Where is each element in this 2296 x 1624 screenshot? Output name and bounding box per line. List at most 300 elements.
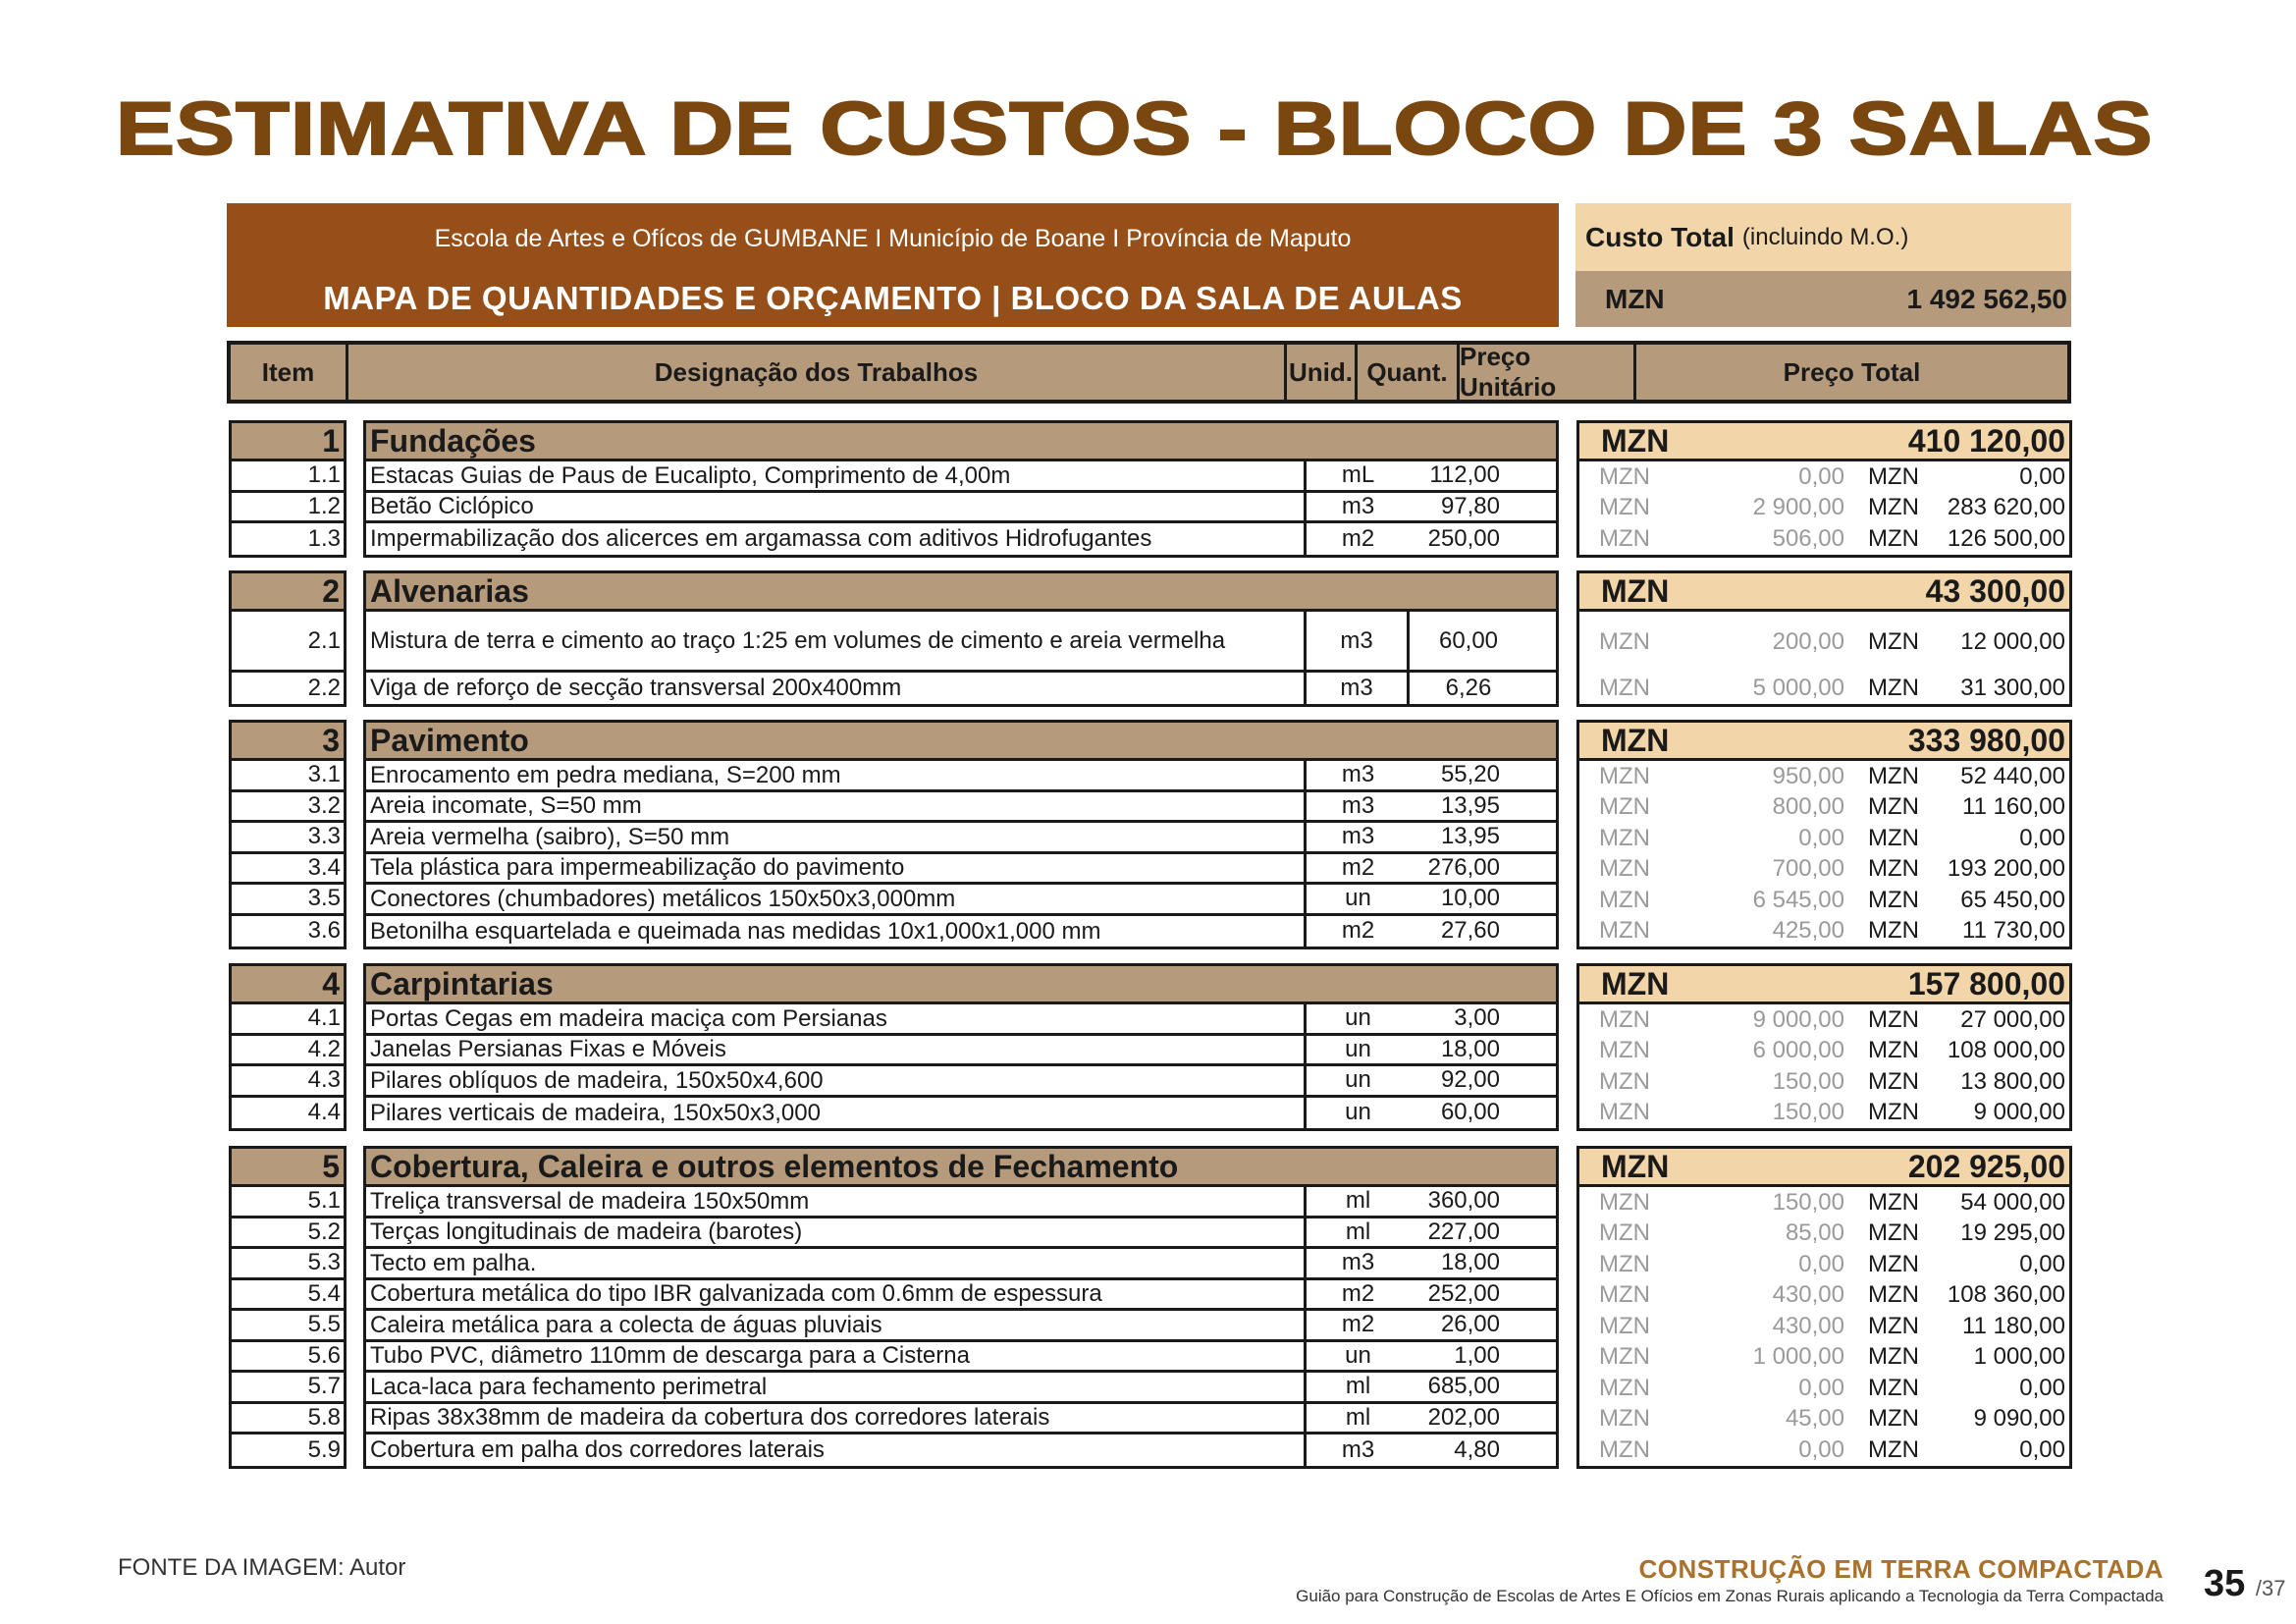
price-row: [1579, 854, 2069, 886]
item-unit: m3: [1341, 1435, 1375, 1463]
total-price: 0,00: [2019, 462, 2065, 490]
unit-price: 430,00: [1772, 1281, 1844, 1309]
subtotal-currency: MZN: [1601, 572, 1670, 609]
total-price: 283 620,00: [1947, 494, 2065, 521]
section-subtotal: [1579, 723, 2069, 761]
item-unit: un: [1345, 1004, 1371, 1032]
subtotal-currency: MZN: [1601, 1148, 1670, 1184]
subtotal-currency: MZN: [1601, 722, 1670, 758]
unit-price: 2 900,00: [1752, 494, 1844, 521]
banner-subtitle: Escola de Artes e Ofícos de GUMBANE I Município de Boane I Província de Maputo: [434, 225, 1352, 252]
table-row: [366, 523, 1556, 555]
unit-price-currency: MZN: [1599, 1343, 1650, 1371]
total-price-currency: MZN: [1868, 494, 1919, 521]
item-number-column: [229, 720, 347, 949]
item-number: 5.8: [232, 1404, 344, 1435]
table-row: [366, 823, 1556, 854]
table-header: [227, 341, 2071, 404]
item-number: 2.2: [307, 674, 341, 701]
unit-price-currency: MZN: [1599, 1188, 1650, 1216]
total-price: 11 180,00: [1962, 1312, 2065, 1339]
section-number: 1: [232, 423, 344, 461]
total-price: 1 000,00: [1973, 1343, 2065, 1371]
unit-price-currency: MZN: [1599, 1067, 1650, 1095]
item-number: 1.1: [232, 461, 344, 493]
total-price: 108 360,00: [1947, 1281, 2065, 1309]
item-quantity: 252,00: [1427, 1279, 1500, 1307]
item-description: Enrocamento em pedra mediana, S=200 mm: [366, 761, 1307, 789]
unit-price: 425,00: [1772, 917, 1844, 945]
item-unit: m3: [1341, 492, 1375, 519]
table-row: [366, 1373, 1556, 1404]
designation-column: [363, 570, 1559, 707]
total-price-currency: MZN: [1868, 1219, 1919, 1247]
item-number-column: [229, 1146, 347, 1469]
unit-price: 0,00: [1798, 1250, 1844, 1277]
item-description: Pilares verticais de madeira, 150x50x3,000: [366, 1098, 1307, 1129]
total-price-currency: MZN: [1868, 824, 1919, 851]
item-description: Cobertura em palha dos corredores laterais: [366, 1435, 1307, 1466]
subtotal-value: 157 800,00: [1907, 965, 2065, 1001]
item-number: 3.4: [232, 854, 344, 886]
item-unit: un: [1345, 1099, 1371, 1126]
unit-price: 200,00: [1772, 628, 1844, 655]
unit-price-currency: MZN: [1599, 886, 1650, 913]
item-description: Caleira metálica para a colecta de águas pluviais: [366, 1311, 1307, 1339]
image-source: FONTE DA IMAGEM: Autor: [118, 1554, 406, 1581]
price-row: [1579, 1098, 2069, 1129]
total-price-currency: MZN: [1868, 1099, 1919, 1126]
item-unit: ml: [1345, 1187, 1371, 1215]
unit-price: 700,00: [1772, 855, 1844, 883]
section-subtotal: [1579, 966, 2069, 1004]
table-row: [366, 493, 1556, 524]
price-row: [1579, 1404, 2069, 1435]
unit-price-currency: MZN: [1599, 762, 1650, 789]
total-price-currency: MZN: [1868, 1435, 1919, 1463]
item-description: Tecto em palha.: [366, 1249, 1307, 1277]
price-row: [1579, 1435, 2069, 1466]
section-number: 4: [232, 966, 344, 1004]
table-row: [366, 792, 1556, 824]
total-cost-box: [1575, 203, 2071, 327]
unit-price: 45,00: [1785, 1405, 1844, 1433]
total-cost-value-row: [1575, 271, 2071, 327]
item-number: 4.3: [232, 1066, 344, 1098]
item-quantity: 27,60: [1440, 917, 1500, 945]
unit-price-currency: MZN: [1599, 462, 1650, 490]
price-row: [1579, 1036, 2069, 1067]
unit-price: 430,00: [1772, 1312, 1844, 1339]
table-row: [366, 916, 1556, 947]
total-price-currency: MZN: [1868, 1188, 1919, 1216]
section-subtotal: [1579, 573, 2069, 612]
total-price-currency: MZN: [1868, 628, 1919, 655]
unit-price-currency: MZN: [1599, 917, 1650, 945]
unit-price-currency: MZN: [1599, 1037, 1650, 1064]
total-price: 126 500,00: [1947, 524, 2065, 552]
price-row: [1579, 885, 2069, 916]
price-row: [1579, 523, 2069, 555]
unit-price-currency: MZN: [1599, 494, 1650, 521]
table-row: [366, 1004, 1556, 1036]
unit-price: 6 000,00: [1752, 1037, 1844, 1064]
item-number: 1.3: [307, 524, 341, 552]
item-quantity: 112,00: [1429, 461, 1500, 489]
unit-price-currency: MZN: [1599, 1405, 1650, 1433]
price-row: [1579, 823, 2069, 854]
unit-price: 6 545,00: [1752, 886, 1844, 913]
item-number: 5.6: [232, 1342, 344, 1374]
item-number: 4.4: [307, 1099, 341, 1126]
price-row: [1579, 761, 2069, 792]
price-row: [1579, 1311, 2069, 1342]
table-row: [366, 1066, 1556, 1098]
total-price-currency: MZN: [1868, 762, 1919, 789]
total-price-currency: MZN: [1868, 1067, 1919, 1095]
banner-title: MAPA DE QUANTIDADES E ORÇAMENTO | BLOCO DA SALA DE AULAS: [323, 280, 1463, 316]
unit-price: 1 000,00: [1752, 1343, 1844, 1371]
price-row: [1579, 1249, 2069, 1280]
section-number: 3: [232, 723, 344, 761]
total-price: 27 000,00: [1960, 1005, 2065, 1033]
page-current: 35: [2204, 1563, 2246, 1604]
footer-brand: CONSTRUÇÃO EM TERRA COMPACTADA: [1638, 1554, 2163, 1584]
section-name: Cobertura, Caleira e outros elementos de Fechamento: [366, 1149, 1556, 1187]
item-quantity: 227,00: [1427, 1218, 1500, 1245]
table-row: [366, 1280, 1556, 1312]
section-name: Carpintarias: [366, 966, 1556, 1004]
price-column: [1576, 720, 2072, 949]
item-description: Terças longitudinais de madeira (barotes): [366, 1218, 1307, 1247]
total-price: 108 000,00: [1947, 1037, 2065, 1064]
total-price-currency: MZN: [1868, 524, 1919, 552]
page-total: /37: [2255, 1576, 2286, 1600]
project-banner: [227, 203, 1559, 327]
item-quantity: 6,26: [1445, 674, 1492, 701]
item-quantity: 360,00: [1427, 1187, 1500, 1215]
price-row: [1579, 1373, 2069, 1404]
table-row: [366, 1218, 1556, 1250]
total-price: 19 295,00: [1960, 1219, 2065, 1247]
item-number: 4.2: [232, 1036, 344, 1067]
item-quantity: 202,00: [1427, 1403, 1500, 1431]
unit-price-currency: MZN: [1599, 1099, 1650, 1126]
item-unit: m3: [1341, 761, 1375, 788]
item-description: Laca-laca para fechamento perimetral: [366, 1373, 1307, 1401]
price-row: [1579, 612, 2069, 673]
total-price-currency: MZN: [1868, 1005, 1919, 1033]
item-number: 5.1: [232, 1187, 344, 1218]
section-name: Alvenarias: [366, 573, 1556, 612]
item-number: 3.6: [307, 917, 341, 945]
column-header-unit-price: Preço Unitário: [1460, 345, 1636, 400]
total-price: 13 800,00: [1960, 1067, 2065, 1095]
total-price: 11 160,00: [1962, 793, 2065, 821]
price-column: [1576, 1146, 2072, 1469]
item-number: 5.5: [232, 1311, 344, 1342]
item-unit: un: [1345, 1035, 1371, 1062]
item-unit: ml: [1345, 1403, 1371, 1431]
column-header-quantity: Quant.: [1358, 345, 1460, 400]
table-row: [366, 885, 1556, 916]
item-description: Impermabilização dos alicerces em argamassa com aditivos Hidrofugantes: [366, 523, 1307, 555]
subtotal-value: 43 300,00: [1925, 572, 2065, 609]
unit-price: 150,00: [1772, 1188, 1844, 1216]
item-unit: m2: [1341, 1311, 1375, 1338]
item-description: Areia vermelha (saibro), S=50 mm: [366, 823, 1307, 851]
total-price: 9 090,00: [1973, 1405, 2065, 1433]
subtotal-value: 202 925,00: [1907, 1148, 2065, 1184]
item-number: 3.5: [232, 885, 344, 916]
item-description: Viga de reforço de secção transversal 200x400mm: [366, 673, 1307, 704]
item-description: Betonilha esquartelada e queimada nas medidas 10x1,000x1,000 mm: [366, 916, 1307, 947]
section-name: Pavimento: [366, 723, 1556, 761]
subtotal-value: 333 980,00: [1907, 722, 2065, 758]
item-quantity: 55,20: [1440, 761, 1500, 788]
total-price-currency: MZN: [1868, 917, 1919, 945]
price-row: [1579, 493, 2069, 524]
total-price-currency: MZN: [1868, 1312, 1919, 1339]
item-quantity: 1,00: [1454, 1341, 1500, 1369]
item-quantity: 276,00: [1427, 853, 1500, 881]
unit-price-currency: MZN: [1599, 1312, 1650, 1339]
total-price-currency: MZN: [1868, 462, 1919, 490]
total-cost-value: 1 492 562,50: [1906, 283, 2067, 314]
unit-price-currency: MZN: [1599, 524, 1650, 552]
item-number: 4.1: [232, 1004, 344, 1036]
item-number-column: [229, 420, 347, 558]
unit-price: 0,00: [1798, 462, 1844, 490]
item-unit: m2: [1341, 524, 1375, 552]
subtotal-currency: MZN: [1601, 965, 1670, 1001]
price-row: [1579, 916, 2069, 947]
unit-price: 800,00: [1772, 793, 1844, 821]
item-quantity: 13,95: [1440, 823, 1500, 850]
table-row: [366, 1098, 1556, 1129]
table-row: [366, 1311, 1556, 1342]
unit-price: 0,00: [1798, 1374, 1844, 1401]
total-cost-label: Custo Total: [1585, 221, 1735, 252]
item-description: Betão Ciclópico: [366, 493, 1307, 521]
price-row: [1579, 1218, 2069, 1250]
total-price-currency: MZN: [1868, 674, 1919, 701]
item-description: Portas Cegas em madeira maciça com Persianas: [366, 1004, 1307, 1033]
unit-price: 9 000,00: [1752, 1005, 1844, 1033]
total-price: 0,00: [2019, 1374, 2065, 1401]
table-row: [366, 1036, 1556, 1067]
item-description: Janelas Persianas Fixas e Móveis: [366, 1036, 1307, 1064]
total-price-currency: MZN: [1868, 1374, 1919, 1401]
price-column: [1576, 570, 2072, 707]
total-cost-label-row: [1575, 203, 2071, 271]
total-price: 11 730,00: [1962, 917, 2065, 945]
total-price: 54 000,00: [1960, 1188, 2065, 1216]
unit-price-currency: MZN: [1599, 855, 1650, 883]
item-number-column: [229, 963, 347, 1131]
total-price: 0,00: [2019, 1250, 2065, 1277]
total-price: 52 440,00: [1960, 762, 2065, 789]
item-quantity: 26,00: [1440, 1311, 1500, 1338]
item-number: 5.9: [307, 1435, 341, 1463]
item-unit: m3: [1341, 1249, 1375, 1276]
item-unit: ml: [1345, 1218, 1371, 1245]
item-quantity: 10,00: [1440, 885, 1500, 912]
unit-price-currency: MZN: [1599, 824, 1650, 851]
item-quantity: 18,00: [1440, 1035, 1500, 1062]
table-row: [366, 673, 1556, 704]
item-number: 1.2: [232, 493, 344, 524]
item-description: Tubo PVC, diâmetro 110mm de descarga para a Cisterna: [366, 1342, 1307, 1371]
total-price: 31 300,00: [1960, 674, 2065, 701]
item-unit: un: [1345, 1066, 1371, 1094]
subtotal-value: 410 120,00: [1907, 422, 2065, 459]
price-row: [1579, 792, 2069, 824]
table-row: [366, 761, 1556, 792]
column-header-unit: Unid.: [1287, 345, 1358, 400]
item-quantity: 97,80: [1440, 492, 1500, 519]
column-header-total-price: Preço Total: [1783, 356, 1921, 387]
price-row: [1579, 1280, 2069, 1312]
total-price-currency: MZN: [1868, 1405, 1919, 1433]
total-price-currency: MZN: [1868, 1250, 1919, 1277]
item-quantity: 13,95: [1440, 791, 1500, 819]
table-row: [366, 854, 1556, 886]
unit-price: 150,00: [1772, 1099, 1844, 1126]
total-price: 0,00: [2019, 824, 2065, 851]
unit-price: 5 000,00: [1752, 674, 1844, 701]
item-quantity: 18,00: [1440, 1249, 1500, 1276]
price-row: [1579, 673, 2069, 704]
unit-price-currency: MZN: [1599, 628, 1650, 655]
unit-price: 506,00: [1772, 524, 1844, 552]
section-number: 5: [232, 1149, 344, 1187]
item-description: Conectores (chumbadores) metálicos 150x50x3,000mm: [366, 885, 1307, 913]
item-description: Ripas 38x38mm de madeira da cobertura dos corredores laterais: [366, 1404, 1307, 1433]
total-price-currency: MZN: [1868, 1281, 1919, 1309]
table-row: [366, 1342, 1556, 1374]
designation-column: [363, 963, 1559, 1131]
item-number: 2.1: [232, 612, 344, 673]
designation-column: [363, 1146, 1559, 1469]
item-unit: m3: [1307, 673, 1410, 704]
item-description: Cobertura metálica do tipo IBR galvanizada com 0.6mm de espessura: [366, 1280, 1307, 1309]
total-price-currency: MZN: [1868, 855, 1919, 883]
footer-branding: [1296, 1554, 2163, 1606]
designation-column: [363, 420, 1559, 558]
item-quantity: 250,00: [1427, 524, 1500, 552]
item-number: 3.3: [232, 823, 344, 854]
price-row: [1579, 461, 2069, 493]
unit-price-currency: MZN: [1599, 1005, 1650, 1033]
price-row: [1579, 1004, 2069, 1036]
item-unit: mL: [1341, 461, 1375, 489]
item-quantity: 92,00: [1440, 1066, 1500, 1094]
item-description: Mistura de terra e cimento ao traço 1:25 em volumes de cimento e areia vermelha: [366, 612, 1307, 670]
page-title: ESTIMATIVA DE CUSTOS - BLOCO DE 3 SALAS: [116, 87, 2154, 171]
item-number: 5.2: [232, 1218, 344, 1250]
total-price: 193 200,00: [1947, 855, 2065, 883]
unit-price-currency: MZN: [1599, 1250, 1650, 1277]
total-price: 12 000,00: [1960, 628, 2065, 655]
item-quantity: 60,00: [1438, 626, 1499, 654]
table-row: [366, 461, 1556, 493]
subtotal-currency: MZN: [1601, 422, 1670, 459]
total-price: 0,00: [2019, 1435, 2065, 1463]
price-column: [1576, 963, 2072, 1131]
item-description: Pilares oblíquos de madeira, 150x50x4,600: [366, 1066, 1307, 1095]
column-header-item: Item: [231, 345, 348, 400]
total-price-currency: MZN: [1868, 1037, 1919, 1064]
item-unit: m3: [1341, 791, 1375, 819]
total-cost-currency: MZN: [1605, 283, 1665, 314]
item-unit: m2: [1341, 917, 1375, 945]
unit-price-currency: MZN: [1599, 793, 1650, 821]
total-cost-note: (incluindo M.O.): [1741, 223, 1909, 250]
unit-price: 150,00: [1772, 1067, 1844, 1095]
total-price-currency: MZN: [1868, 886, 1919, 913]
item-quantity: 3,00: [1454, 1004, 1500, 1032]
unit-price: 85,00: [1785, 1219, 1844, 1247]
total-price: 9 000,00: [1973, 1099, 2065, 1126]
unit-price-currency: MZN: [1599, 1374, 1650, 1401]
unit-price-currency: MZN: [1599, 1435, 1650, 1463]
item-unit: m3: [1307, 612, 1410, 670]
price-column: [1576, 420, 2072, 558]
item-unit: ml: [1345, 1373, 1371, 1400]
unit-price: 0,00: [1798, 824, 1844, 851]
table-row: [366, 1404, 1556, 1435]
item-description: Estacas Guias de Paus de Eucalipto, Comprimento de 4,00m: [366, 461, 1307, 490]
unit-price-currency: MZN: [1599, 674, 1650, 701]
section-name: Fundações: [366, 423, 1556, 461]
unit-price-currency: MZN: [1599, 1219, 1650, 1247]
price-row: [1579, 1342, 2069, 1374]
item-quantity: 60,00: [1440, 1099, 1500, 1126]
price-row: [1579, 1187, 2069, 1218]
item-unit: un: [1345, 1341, 1371, 1369]
item-description: Treliça transversal de madeira 150x50mm: [366, 1187, 1307, 1216]
item-number: 3.2: [232, 792, 344, 824]
designation-column: [363, 720, 1559, 949]
item-unit: m2: [1341, 853, 1375, 881]
price-row: [1579, 1066, 2069, 1098]
item-unit: un: [1345, 885, 1371, 912]
item-quantity: 4,80: [1454, 1435, 1500, 1463]
total-price: 65 450,00: [1960, 886, 2065, 913]
total-price-currency: MZN: [1868, 793, 1919, 821]
section-number: 2: [232, 573, 344, 612]
item-number: 5.3: [232, 1249, 344, 1280]
section-subtotal: [1579, 423, 2069, 461]
item-quantity: 685,00: [1427, 1373, 1500, 1400]
item-unit: m2: [1341, 1279, 1375, 1307]
item-number: 5.4: [232, 1280, 344, 1312]
table-row: [366, 1187, 1556, 1218]
unit-price: 950,00: [1772, 762, 1844, 789]
total-price-currency: MZN: [1868, 1343, 1919, 1371]
item-description: Areia incomate, S=50 mm: [366, 792, 1307, 821]
unit-price-currency: MZN: [1599, 1281, 1650, 1309]
page-number: [2204, 1563, 2285, 1605]
table-row: [366, 1249, 1556, 1280]
item-number-column: [229, 570, 347, 707]
unit-price: 0,00: [1798, 1435, 1844, 1463]
section-subtotal: [1579, 1149, 2069, 1187]
table-row: [366, 1435, 1556, 1466]
table-row: [366, 612, 1556, 673]
item-description: Tela plástica para impermeabilização do pavimento: [366, 854, 1307, 883]
